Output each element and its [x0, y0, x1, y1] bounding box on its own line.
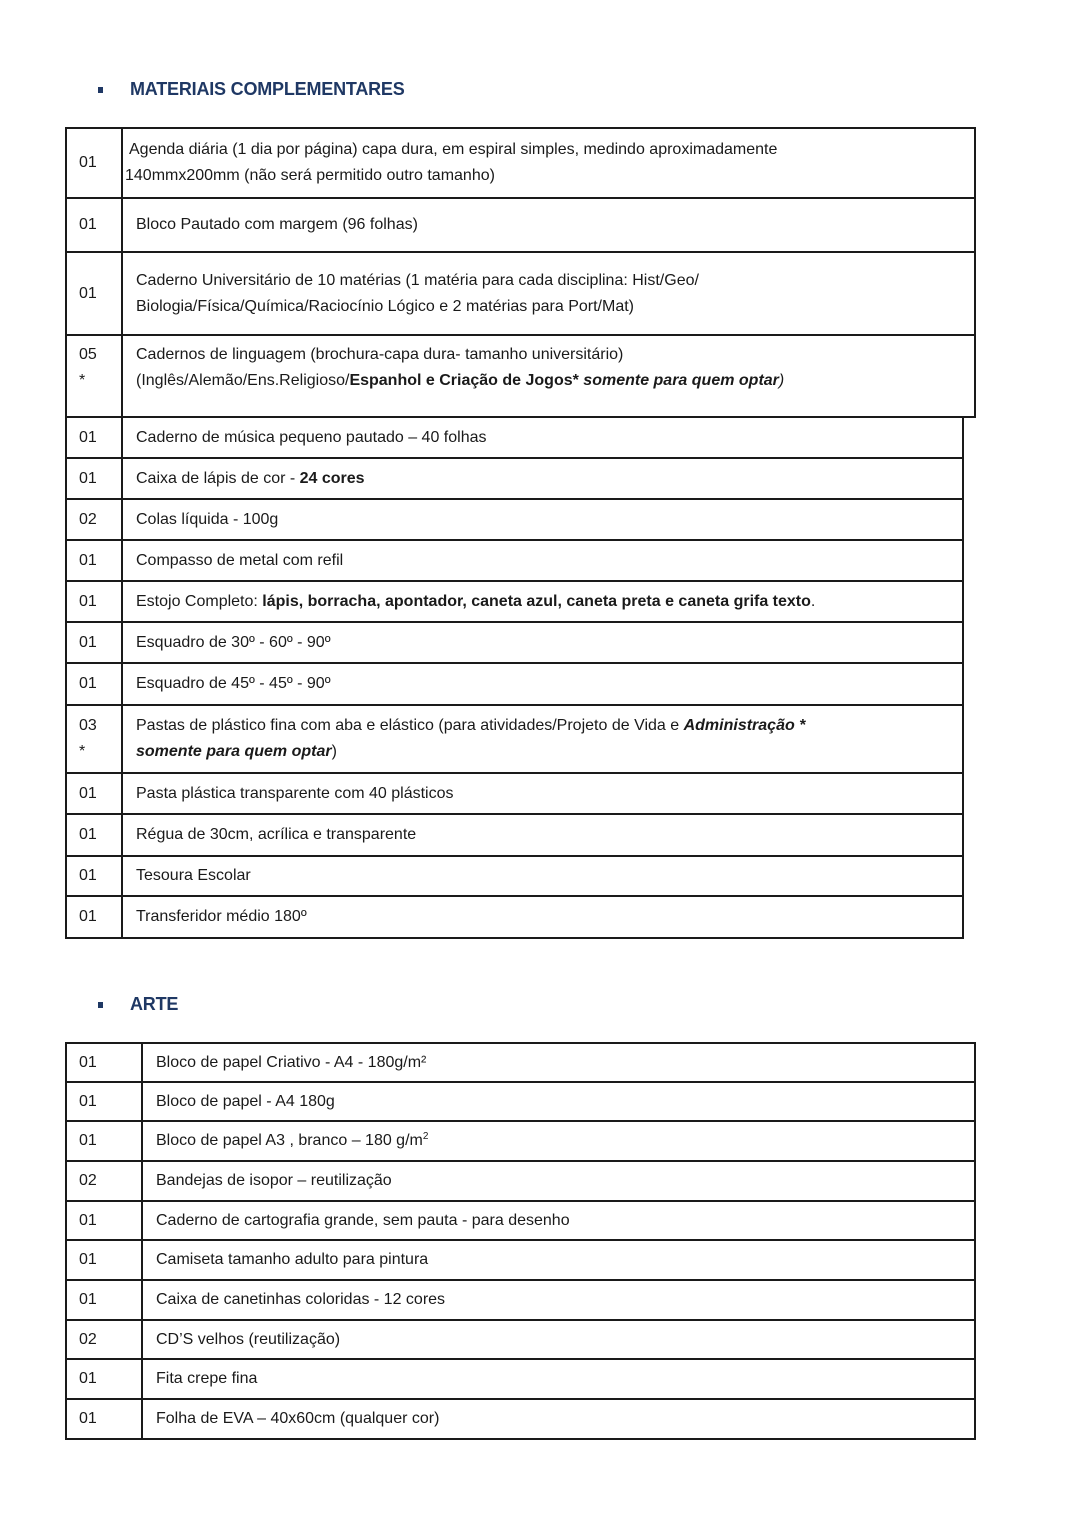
table-row — [65, 336, 976, 418]
description-cell: Pasta plástica transparente com 40 plásticos — [136, 784, 454, 802]
quantity-cell: 01 — [67, 418, 123, 457]
quantity-cell: 01 — [67, 623, 123, 662]
description-cell: Agenda diária (1 dia por página) capa dura, em espiral simples, medindo aproximadamente 140mmx200mm (não será permitido outro tamanho) — [125, 141, 778, 184]
description-cell: Bandejas de isopor – reutilização — [156, 1172, 392, 1189]
description-cell: Compasso de metal com refil — [136, 551, 344, 569]
quantity-cell: 01 — [67, 664, 123, 704]
description-cell: Bloco Pautado com margem (96 folhas) — [136, 216, 418, 233]
table-row — [65, 127, 976, 199]
quantity-cell: 05 * — [67, 336, 123, 416]
table-row — [65, 459, 964, 500]
quantity-cell: 01 — [67, 253, 123, 334]
quantity-cell: 01 — [67, 459, 123, 498]
description-cell: Caderno de cartografia grande, sem pauta - para desenho — [156, 1211, 570, 1229]
quantity-cell: 01 — [67, 1241, 143, 1279]
quantity-cell: 02 — [67, 1162, 143, 1200]
quantity-cell: 02 — [67, 1321, 143, 1358]
table-row — [65, 664, 964, 706]
description-cell: Caixa de canetinhas coloridas - 12 cores — [156, 1291, 446, 1308]
description-cell: Tesoura Escolar — [136, 867, 251, 884]
quantity-cell: 01 — [67, 1083, 143, 1120]
table-row — [65, 1321, 976, 1360]
description-cell: Cadernos de linguagem (brochura-capa dura- tamanho universitário) (Inglês/Alemão/Ens.Religioso/Espanhol e Criação de Jogos* somente para quem optar) — [136, 346, 785, 389]
table-row — [65, 1281, 976, 1321]
bullet-icon — [98, 87, 103, 93]
quantity-cell: 01 — [67, 1202, 143, 1239]
quantity-cell: 01 — [67, 897, 123, 937]
table-row — [65, 418, 964, 459]
table-row — [65, 582, 964, 623]
quantity-cell: 01 — [67, 129, 123, 197]
table-row — [65, 815, 964, 857]
description-cell: Fita crepe fina — [156, 1370, 258, 1387]
table-row — [65, 897, 964, 939]
description-cell: Bloco de papel - A4 180g — [156, 1092, 335, 1110]
description-cell: Caderno de música pequeno pautado – 40 folhas — [136, 428, 487, 446]
table-row — [65, 1162, 976, 1202]
table-row — [65, 500, 964, 541]
table-row — [65, 1122, 976, 1162]
table-row — [65, 706, 964, 774]
description-cell: Camiseta tamanho adulto para pintura — [156, 1251, 429, 1268]
table-row — [65, 1241, 976, 1281]
description-cell: Transferidor médio 180º — [136, 908, 307, 925]
description-cell: Caderno Universitário de 10 matérias (1 matéria para cada disciplina: Hist/Geo/ Biologia/Física/Química/Raciocínio Lógico e 2 matérias para Port/Mat) — [136, 271, 699, 315]
quantity-cell: 01 — [67, 857, 123, 895]
quantity-cell: 01 — [67, 1281, 143, 1319]
quantity-cell: 01 — [67, 541, 123, 580]
description-cell: CD’S velhos (reutilização) — [156, 1330, 341, 1348]
section-heading-arte — [98, 994, 178, 1015]
description-cell: Caixa de lápis de cor - 24 cores — [136, 469, 365, 487]
description-cell: Colas líquida - 100g — [136, 510, 279, 528]
table-row — [65, 1400, 976, 1440]
table-row — [65, 199, 976, 253]
section-title: MATERIAIS COMPLEMENTARES — [130, 79, 405, 99]
table-row — [65, 1360, 976, 1400]
table-row — [65, 1083, 976, 1122]
bullet-icon — [98, 1002, 103, 1008]
quantity-cell: 01 — [67, 199, 123, 251]
table-row — [65, 1042, 976, 1083]
description-cell: Folha de EVA – 40x60cm (qualquer cor) — [156, 1410, 440, 1427]
table-row — [65, 1202, 976, 1241]
quantity-cell: 01 — [67, 815, 123, 855]
quantity-cell: 03 * — [67, 706, 123, 772]
section-title: ARTE — [130, 994, 179, 1014]
description-cell: Esquadro de 30º - 60º - 90º — [136, 633, 331, 651]
quantity-cell: 01 — [67, 582, 123, 621]
description-cell: Estojo Completo: lápis, borracha, apontador, caneta azul, caneta preta e caneta grifa texto. — [136, 592, 816, 610]
quantity-cell: 01 — [67, 1400, 143, 1438]
materiais-table — [65, 127, 976, 939]
arte-table — [65, 1042, 976, 1440]
table-row — [65, 857, 964, 897]
quantity-cell: 01 — [67, 1044, 143, 1081]
table-row — [65, 623, 964, 664]
section-heading-materiais — [98, 79, 405, 100]
description-cell: Bloco de papel Criativo - A4 - 180g/m² — [156, 1053, 427, 1071]
quantity-cell: 02 — [67, 500, 123, 539]
quantity-cell: 01 — [67, 1122, 143, 1160]
description-cell: Bloco de papel A3 , branco – 180 $g/m^2$ — [156, 1131, 429, 1149]
description-cell: Régua de 30cm, acrílica e transparente — [136, 826, 417, 843]
quantity-cell: 01 — [67, 1360, 143, 1398]
quantity-cell: 01 — [67, 774, 123, 813]
table-row — [65, 541, 964, 582]
description-cell: Esquadro de 45º - 45º - 90º — [136, 675, 331, 692]
description-cell: Pastas de plástico fina com aba e elástico (para atividades/Projeto de Vida e Administração * somente para quem optar) — [136, 717, 806, 760]
table-row — [65, 253, 976, 336]
table-row — [65, 774, 964, 815]
